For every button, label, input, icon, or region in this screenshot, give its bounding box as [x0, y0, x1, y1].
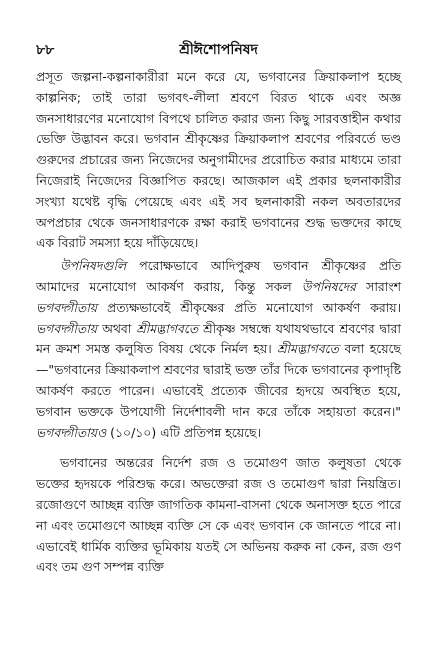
text-run: সারাংশ — [355, 278, 402, 294]
emphasis-bhagavatam: শ্রীমদ্ভাগবতে — [277, 341, 339, 357]
text-run: অথবা — [97, 320, 137, 336]
text-run: পরোক্ষভাবে আদিপুরুষ ভগবান শ্রীকৃষ্ণের প্রতি আমাদের মনোযোগ আকর্ষণ করায়, কিন্তু সকল — [36, 258, 401, 294]
emphasis-gita: ভগবদ্গীতায় — [36, 299, 98, 315]
paragraph-3: ভগবানের অন্তরের নির্দেশ রজ ও তমোগুণ জাত কলুষতা থেকে ভক্তের হৃদয়কে পরিশুদ্ধ করে। অভক্তেরা রজ ও তমোগুণ দ্বারা নিয়ন্ত্রিত। রজোগুণে আচ্ছন্ন ব্যক্তি জাগতিক কামনা-বাসনা থেকে অনাসক্ত হতে পারে না এবং তমোগুণে আচ্ছন্ন ব্যক্তি সে কে এবং ভগবান কে জানতে পারে না। এভাবেই ধার্মিক ব্যক্তির ভূমিকায় যতই সে অভিনয় করুক না কেন, রজ গুণ এবং তম গুণ সম্পন্ন ব্যক্তি — [36, 455, 401, 575]
running-title: শ্রীঈশোপনিষদ — [179, 42, 258, 58]
page-header — [36, 38, 401, 58]
text-run: প্রত্যক্ষভাবেই শ্রীকৃষ্ণের প্রতি মনোযোগ আকর্ষণ করায়। — [97, 299, 401, 315]
paragraph-2 — [36, 256, 401, 443]
emphasis-gita: ভগবদ্গীতায়ও — [36, 424, 107, 440]
text-run: (১০/১০) এটি প্রতিপন্ন হয়েছে। — [106, 424, 261, 440]
paragraph-1: প্রসূত জল্পনা-কল্পনাকারীরা মনে করে যে, ভগবানের ক্রিয়াকলাপ হচ্ছে কাল্পনিক; তাই তারা ভগবৎ-লীলা শ্রবণে বিরত থাকে এবং অজ্ঞ জনসাধারণের মনোযোগ বিপথে চালিত করার জন্য কিছু সারবত্তাহীন কথার ভেক্তি উদ্ভাবন করে। ভগবান শ্রীকৃষ্ণের ক্রিয়াকলাপ শ্রবণের পরিবর্তে ভণ্ড গুরুদের প্রচারের জন্য নিজেদের অনুগামীদের প্ররোচিত করার মাধ্যমে তারা নিজেরাই নিজেদের বিজ্ঞাপিত করছে। আজকাল এই প্রকার ছলনাকারীর সংখ্যা যথেষ্ট বৃদ্ধি পেয়েছে এবং এই সব ছলনাকারী নকল অবতারদের অপপ্রচার থেকে জনসাধারণকে রক্ষা করাই ভগবানের শুদ্ধ ভক্তদের কাছে এক বিরাট সমস্যা হয়ে দাঁড়িয়েছে। — [36, 69, 401, 251]
text-run: শ্রীকৃষ্ণ সম্বন্ধে যথাযথভাবে শ্রবণের দ্বারা মন ক্রমশ সমস্ত কলুষিত বিষয় থেকে নির্মল হয়। — [36, 320, 401, 357]
body-text — [36, 67, 401, 578]
emphasis-upanishader: উপনিষদের — [301, 278, 356, 294]
page-number: ৮৮ — [36, 42, 55, 58]
text-run: বলা হয়েছে—"ভগবানের ক্রিয়াকলাপ শ্রবণের দ্বারাই ভক্ত তাঁর দিকে ভগবানের কৃপাদৃষ্টি আকর্ষণ করতে পারেন। এভাবেই প্রত্যেক জীবের হৃদয়ে অবস্থিত হয়ে, ভগবান ভক্তকে উপযোগী নির্দেশাবলী দান করে তাঁকে সহায়তা করেন।" — [36, 341, 401, 419]
emphasis-gita: ভগবদ্গীতায় — [36, 320, 98, 336]
emphasis-bhagavatam: শ্রীমদ্ভাগবতে — [136, 320, 199, 336]
emphasis-upanishads: উপনিষদগুলি — [60, 258, 127, 274]
